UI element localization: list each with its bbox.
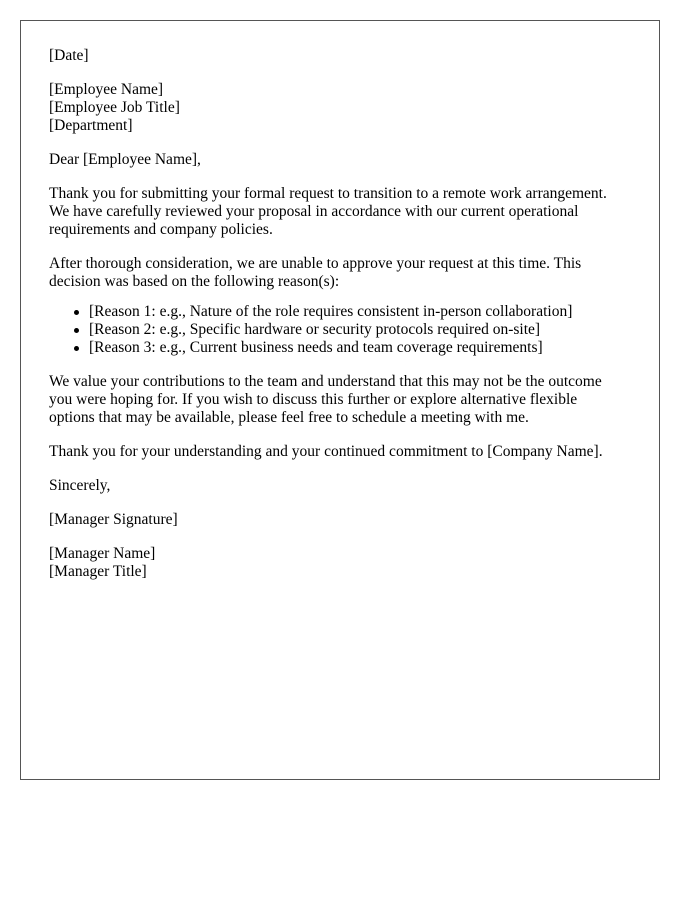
signature-block <box>49 511 631 529</box>
sender-name: [Manager Name] <box>49 545 156 562</box>
sender-title: [Manager Title] <box>49 563 147 580</box>
paragraph-line: requirements and company policies. <box>49 221 273 238</box>
sender-block <box>49 545 631 581</box>
reason-item: [Reason 1: e.g., Nature of the role requires consistent in-person collaboration] <box>89 303 631 321</box>
signature-text: [Manager Signature] <box>49 511 178 528</box>
recipient-block <box>49 81 631 135</box>
closing-statement <box>49 443 631 461</box>
paragraph-line: you were hoping for. If you wish to discuss this further or explore alternative flexible <box>49 391 578 408</box>
reason-item: [Reason 3: e.g., Current business needs and team coverage requirements] <box>89 339 631 357</box>
recipient-job-title: [Employee Job Title] <box>49 99 180 116</box>
paragraph-line: We have carefully reviewed your proposal in accordance with our current operational <box>49 203 579 220</box>
closing-statement-text: Thank you for your understanding and your continued commitment to [Company Name]. <box>49 443 603 460</box>
paragraph-intro <box>49 185 631 239</box>
paragraph-line: decision was based on the following reason(s): <box>49 273 340 290</box>
reason-item: [Reason 2: e.g., Specific hardware or security protocols required on-site] <box>89 321 631 339</box>
paragraph-value <box>49 373 631 427</box>
letter-page <box>20 20 660 780</box>
date-text: [Date] <box>49 47 89 64</box>
paragraph-line: We value your contributions to the team and understand that this may not be the outcome <box>49 373 602 390</box>
paragraph-line: After thorough consideration, we are unable to approve your request at this time. This <box>49 255 582 272</box>
salutation <box>49 151 631 169</box>
paragraph-decision <box>49 255 631 291</box>
paragraph-line: options that may be available, please feel free to schedule a meeting with me. <box>49 409 529 426</box>
letter-date <box>49 47 631 65</box>
valediction-text: Sincerely, <box>49 477 111 494</box>
recipient-name: [Employee Name] <box>49 81 164 98</box>
recipient-department: [Department] <box>49 117 133 134</box>
valediction <box>49 477 631 495</box>
reasons-list <box>49 303 631 357</box>
paragraph-line: Thank you for submitting your formal request to transition to a remote work arrangement. <box>49 185 607 202</box>
salutation-text: Dear [Employee Name], <box>49 151 201 168</box>
